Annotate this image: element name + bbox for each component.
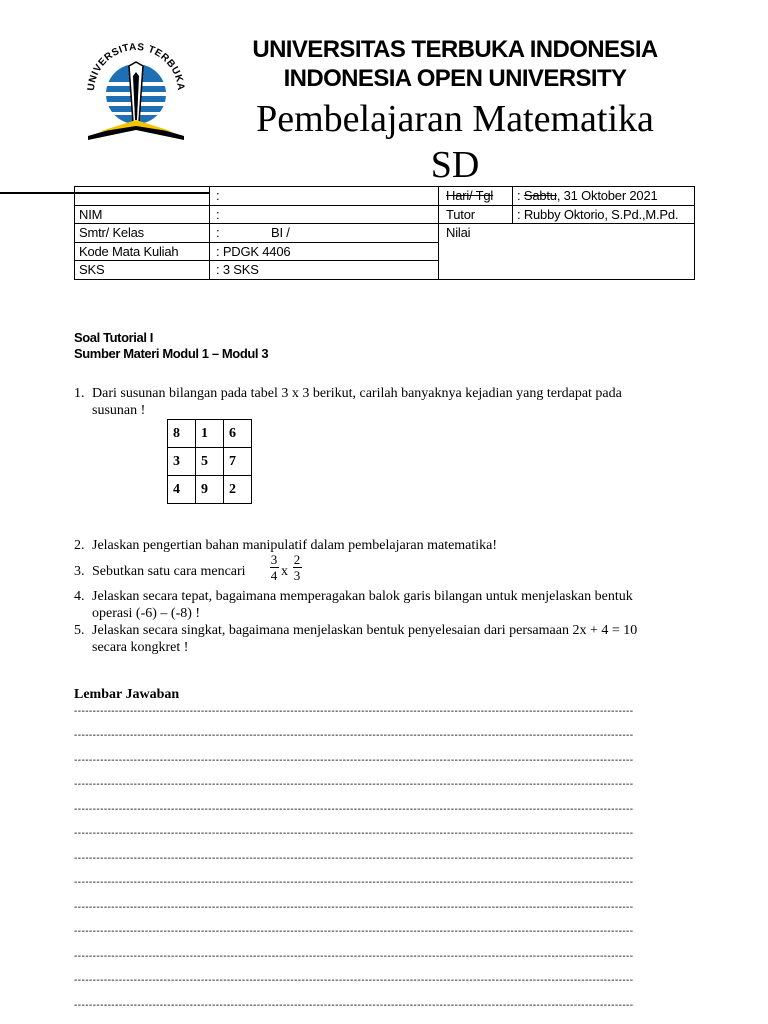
answer-line: ------------------------------------------------------------------------------------------------------------------------------------------------------ <box>74 731 634 741</box>
grid-cell: 7 <box>224 448 252 476</box>
course-title <box>210 96 700 188</box>
university-logo <box>80 36 192 148</box>
info-value-tutor: : Rubby Oktorio, S.Pd.,M.Pd. <box>517 207 679 222</box>
grid-row <box>168 420 252 448</box>
grid-cell: 5 <box>196 448 224 476</box>
grid-row <box>168 448 252 476</box>
info-label-nim: NIM <box>79 207 103 222</box>
question-text: Jelaskan pengertian bahan manipulatif dalam pembelajaran matematika! <box>92 538 498 553</box>
number-grid <box>167 419 252 504</box>
info-label-course-code: Kode Mata Kuliah <box>79 244 179 259</box>
info-label-semester: Smtr/ Kelas <box>79 225 144 240</box>
question-text: Dari susunan bilangan pada tabel 3 x 3 berikut, carilah banyaknya kejadian yang terdapat pada <box>92 386 622 401</box>
grid-cell: 6 <box>224 420 252 448</box>
logo-lettering: UNIVERSITAS TERBUKA <box>85 41 187 92</box>
answer-line: ------------------------------------------------------------------------------------------------------------------------------------------------------ <box>74 976 634 986</box>
info-value-course-code: : PDGK 4406 <box>216 244 291 259</box>
question-text: operasi (-6) – (-8) ! <box>92 606 201 621</box>
answer-line: ------------------------------------------------------------------------------------------------------------------------------------------------------ <box>74 829 634 839</box>
info-label-date: Hari/ Tgl <box>446 188 494 203</box>
info-sep-name: : <box>216 188 220 203</box>
grid-cell: 3 <box>168 448 196 476</box>
info-sep-nim: : <box>216 207 220 222</box>
grid-cell: 8 <box>168 420 196 448</box>
answer-line: ------------------------------------------------------------------------------------------------------------------------------------------------------ <box>74 854 634 864</box>
answer-line: ------------------------------------------------------------------------------------------------------------------------------------------------------ <box>74 780 634 790</box>
university-name-en: INDONESIA OPEN UNIVERSITY <box>283 65 627 92</box>
question-number: 3. <box>74 564 85 579</box>
question-number: 5. <box>74 623 85 638</box>
info-value-date: : Sabtu, 31 Oktober 2021 <box>517 188 658 203</box>
info-value-sks: : 3 SKS <box>216 262 259 277</box>
answer-line: ------------------------------------------------------------------------------------------------------------------------------------------------------ <box>74 927 634 937</box>
header-rule <box>0 192 210 194</box>
answer-line: ------------------------------------------------------------------------------------------------------------------------------------------------------ <box>74 903 634 913</box>
question-text: Jelaskan secara singkat, bagaimana menjelaskan bentuk penyelesaian dari persamaan 2x + 4 = 10 <box>92 623 638 638</box>
info-label-grade: Nilai <box>446 225 471 240</box>
fraction-numerator: 3 <box>270 552 278 567</box>
question-number: 2. <box>74 538 85 553</box>
question-text: Jelaskan secara tepat, bagaimana memperagakan balok garis bilangan untuk menjelaskan bentuk <box>92 589 633 604</box>
multiply-operator: x <box>281 564 288 579</box>
question-text: susunan ! <box>92 403 146 418</box>
question-number: 4. <box>74 589 85 604</box>
info-value-semester: BI / <box>271 225 290 240</box>
fraction-denominator: 4 <box>270 568 278 583</box>
university-name-id: UNIVERSITAS TERBUKA INDONESIA <box>252 36 658 63</box>
answer-line: ------------------------------------------------------------------------------------------------------------------------------------------------------ <box>74 707 634 717</box>
answer-line: ------------------------------------------------------------------------------------------------------------------------------------------------------ <box>74 952 634 962</box>
info-label-sks: SKS <box>79 262 105 277</box>
answer-line: ------------------------------------------------------------------------------------------------------------------------------------------------------ <box>74 805 634 815</box>
grid-row <box>168 476 252 504</box>
question-number: 1. <box>74 386 85 401</box>
tutorial-title: Soal Tutorial I <box>74 330 153 345</box>
grid-cell: 2 <box>224 476 252 504</box>
fraction-denominator: 3 <box>293 568 301 583</box>
grid-cell: 1 <box>196 420 224 448</box>
tutorial-source: Sumber Materi Modul 1 – Modul 3 <box>74 346 269 361</box>
info-label-tutor: Tutor <box>446 207 475 222</box>
fraction-numerator: 2 <box>293 552 301 567</box>
answer-line: ------------------------------------------------------------------------------------------------------------------------------------------------------ <box>74 878 634 888</box>
course-title-line1: Pembelajaran Matematika <box>256 98 654 140</box>
answer-sheet-title: Lembar Jawaban <box>74 687 180 702</box>
grid-cell: 4 <box>168 476 196 504</box>
question-text: secara kongkret ! <box>92 640 189 655</box>
info-sep-semester: : <box>216 225 220 240</box>
answer-line: ------------------------------------------------------------------------------------------------------------------------------------------------------ <box>74 1001 634 1011</box>
question-text: Sebutkan satu cara mencari <box>92 564 246 579</box>
answer-line: ------------------------------------------------------------------------------------------------------------------------------------------------------ <box>74 756 634 766</box>
grid-cell: 9 <box>196 476 224 504</box>
course-title-line2: SD <box>430 144 480 186</box>
